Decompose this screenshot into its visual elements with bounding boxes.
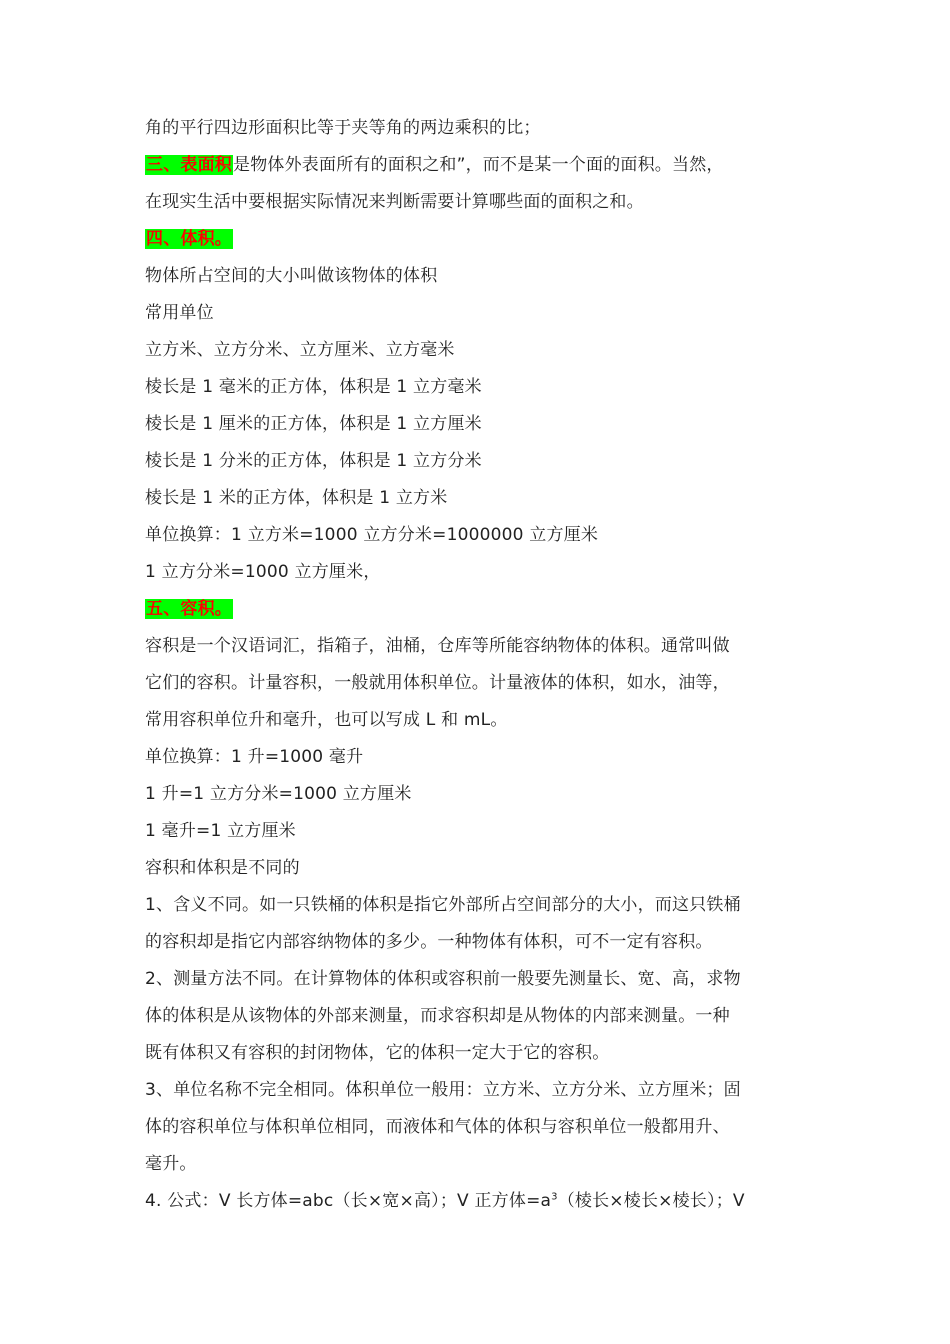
text-line — [145, 665, 810, 702]
formula-line — [145, 1183, 810, 1220]
line-text: 常用容积单位升和毫升，也可以写成 L 和 mL。 — [145, 710, 508, 730]
line-text: 在现实生活中要根据实际情况来判断需要计算哪些面的面积之和。 — [145, 192, 644, 212]
text-line — [145, 591, 810, 628]
text-line — [145, 850, 810, 887]
line-text: 2、测量方法不同。在计算物体的体积或容积前一般要先测量长、宽、高，求物 — [145, 969, 741, 989]
section-heading-highlight: 三、表面积 — [146, 155, 232, 175]
section-heading-highlight: 五、容积。 — [146, 599, 232, 619]
text-line — [145, 517, 810, 554]
text-line — [145, 332, 810, 369]
text-line — [145, 184, 810, 221]
section-heading-highlight: 四、体积。 — [146, 229, 232, 249]
line-text: 既有体积又有容积的封闭物体，它的体积一定大于它的容积。 — [145, 1043, 610, 1063]
text-line — [145, 147, 810, 184]
line-text: 角的平行四边形面积比等于夹等角的两边乘积的比； — [145, 118, 541, 138]
line-text: 容积是一个汉语词汇，指箱子，油桶，仓库等所能容纳物体的体积。通常叫做 — [145, 636, 730, 656]
line-text: 它们的容积。计量容积，一般就用体积单位。计量液体的体积，如水，油等， — [145, 673, 730, 693]
line-text: 棱长是 1 厘米的正方体，体积是 1 立方厘米 — [145, 414, 482, 434]
text-line — [145, 221, 810, 258]
line-text: 单位换算：1 升=1000 毫升 — [145, 747, 364, 767]
text-line — [145, 1146, 810, 1183]
text-line — [145, 369, 810, 406]
text-line — [145, 887, 810, 924]
text-line — [145, 813, 810, 850]
line-text: 1 升=1 立方分米=1000 立方厘米 — [145, 784, 412, 804]
text-line — [145, 702, 810, 739]
formula-text: 4. 公式：V 长方体=abc（长×宽×高）；V 正方体=a — [145, 1191, 552, 1211]
text-line — [145, 1109, 810, 1146]
line-text: 单位换算：1 立方米=1000 立方分米=1000000 立方厘米 — [145, 525, 599, 545]
text-line — [145, 739, 810, 776]
line-text: 体的体积是从该物体的外部来测量，而求容积却是从物体的内部来测量。一种 — [145, 1006, 730, 1026]
line-text: 物体所占空间的大小叫做该物体的体积 — [145, 266, 438, 286]
text-line — [145, 628, 810, 665]
line-text: 体的容积单位与体积单位相同，而液体和气体的体积与容积单位一般都用升、 — [145, 1117, 730, 1137]
text-line — [145, 776, 810, 813]
line-text: 1 毫升=1 立方厘米 — [145, 821, 296, 841]
line-text: 是物体外表面所有的面积之和”，而不是某一个面的面积。当然， — [233, 155, 724, 175]
line-text: 立方米、立方分米、立方厘米、立方毫米 — [145, 340, 455, 360]
text-line — [145, 1035, 810, 1072]
line-text: 3、单位名称不完全相同。体积单位一般用：立方米、立方分米、立方厘米；固 — [145, 1080, 741, 1100]
line-text: 棱长是 1 米的正方体，体积是 1 立方米 — [145, 488, 448, 508]
line-text: 1 立方分米=1000 立方厘米， — [145, 562, 381, 582]
text-line — [145, 443, 810, 480]
line-text: 1、含义不同。如一只铁桶的体积是指它外部所占空间部分的大小，而这只铁桶 — [145, 895, 741, 915]
text-line — [145, 110, 810, 147]
line-text: 常用单位 — [145, 303, 214, 323]
formula-text: （棱长×棱长×棱长）；V — [557, 1191, 745, 1211]
text-line — [145, 480, 810, 517]
line-text: 的容积却是指它内部容纳物体的多少。一种物体有体积，可不一定有容积。 — [145, 932, 713, 952]
text-line — [145, 961, 810, 998]
document-page — [145, 110, 810, 1220]
text-line — [145, 295, 810, 332]
text-line — [145, 406, 810, 443]
text-line — [145, 554, 810, 591]
line-text: 棱长是 1 毫米的正方体，体积是 1 立方毫米 — [145, 377, 482, 397]
text-line — [145, 1072, 810, 1109]
text-line — [145, 258, 810, 295]
line-text: 棱长是 1 分米的正方体，体积是 1 立方分米 — [145, 451, 482, 471]
line-text: 毫升。 — [145, 1154, 197, 1174]
text-line — [145, 998, 810, 1035]
text-line — [145, 924, 810, 961]
formula-superscript: 3 — [551, 1191, 558, 1203]
line-text: 容积和体积是不同的 — [145, 858, 300, 878]
